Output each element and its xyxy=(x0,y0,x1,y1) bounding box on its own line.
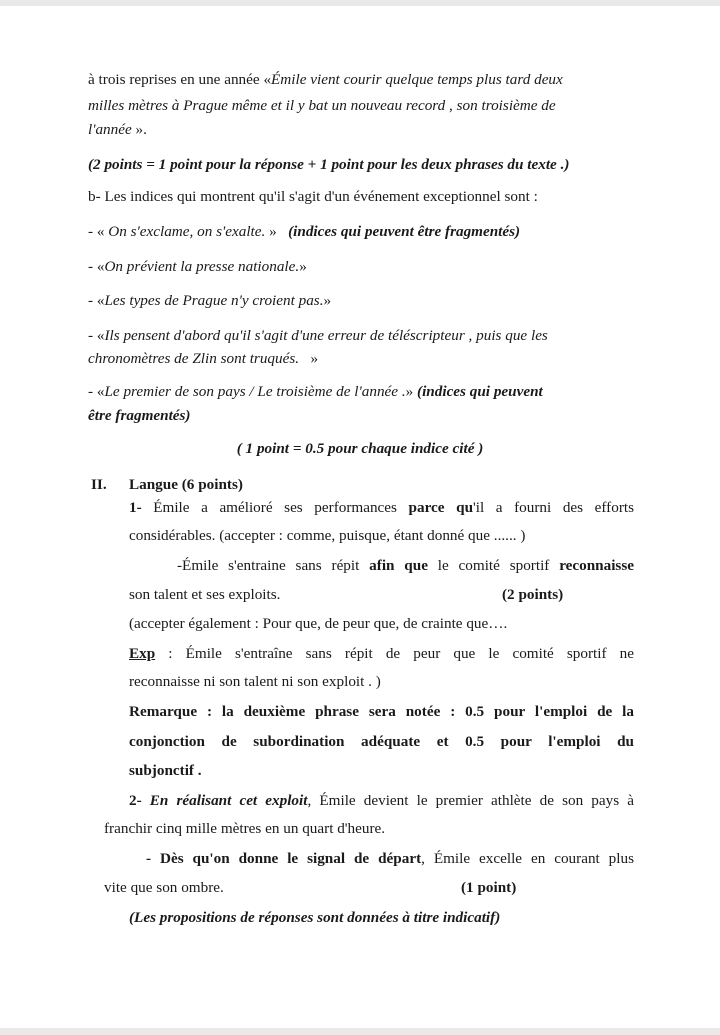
bullet: - « xyxy=(88,383,105,400)
question-2-line xyxy=(129,791,634,811)
example-line xyxy=(129,644,634,664)
question-1-sentence-2 xyxy=(177,556,634,576)
text-line xyxy=(88,120,147,140)
verb: reconnaisse xyxy=(559,557,634,574)
bullet: - « xyxy=(88,292,105,309)
text-line xyxy=(88,70,563,90)
quote-mark: » xyxy=(323,292,332,309)
quote-mark: » xyxy=(310,350,319,367)
text-segment: 'il a fourni des efforts xyxy=(473,499,635,516)
clue-item xyxy=(88,382,543,402)
clue-item xyxy=(88,291,331,311)
points-label: (2 points) xyxy=(502,586,564,603)
conjunction: parce qu xyxy=(408,499,474,516)
text-segment: Émile a amélioré ses performances xyxy=(153,499,409,516)
subordinate-clause: Dès qu'on donne le signal de départ xyxy=(159,850,422,867)
conjunction: afin que xyxy=(369,557,428,574)
clue-item xyxy=(88,222,520,242)
bullet: - « xyxy=(88,223,109,240)
clue-note: (indices qui peuvent xyxy=(417,383,543,400)
section-heading: Langue (6 points) xyxy=(129,476,243,493)
clue-note-continued: être fragmentés) xyxy=(88,407,191,424)
text-line: son talent et ses exploits. xyxy=(129,586,281,603)
remark-line: subjonctif . xyxy=(129,762,202,779)
quote-mark: ». xyxy=(135,121,147,138)
clue-text: On s'exclame, on s'exalte. xyxy=(108,223,266,240)
quoted-text: l'année xyxy=(88,121,136,138)
clue-text: Les types de Prague n'y croient pas. xyxy=(104,292,324,309)
quote-mark: » xyxy=(405,383,414,400)
text-line: (accepter également : Pour que, de peur que, de crainte que…. xyxy=(129,615,508,632)
footer-note: (Les propositions de réponses sont données à titre indicatif) xyxy=(129,909,501,926)
bullet: - xyxy=(146,850,160,867)
clue-text: chronomètres de Zlin sont truqués. xyxy=(88,350,300,367)
clue-note: (indices qui peuvent être fragmentés) xyxy=(288,223,521,240)
bullet: - « xyxy=(88,327,105,344)
quote-mark: « xyxy=(263,71,272,88)
clue-item xyxy=(88,326,548,346)
text-segment: , Émile devient le premier athlète de son pays à xyxy=(307,792,634,809)
question-2-sentence-2 xyxy=(146,849,634,869)
clue-item xyxy=(88,257,307,277)
quoted-text: Émile vient courir quelque temps plus tard deux xyxy=(271,71,563,88)
question-number: 2- xyxy=(129,792,150,809)
text-segment: -Émile s'entraine sans répit xyxy=(177,557,370,574)
question-b-intro: b- Les indices qui montrent qu'il s'agit d'un événement exceptionnel sont : xyxy=(88,188,538,205)
remark-line: conjonction de subordination adéquate et 0.5 pour l'emploi du xyxy=(129,733,634,750)
bullet: - « xyxy=(88,258,105,275)
remark-line: Remarque : la deuxième phrase sera notée : 0.5 pour l'emploi de la xyxy=(129,703,634,720)
quote-mark: » xyxy=(299,258,307,275)
text-segment: à trois reprises en une année xyxy=(88,71,264,88)
text-segment: le comité sportif xyxy=(427,557,560,574)
quote-mark: » xyxy=(265,223,277,240)
text-line: franchir cinq mille mètres en un quart d'heure. xyxy=(104,820,386,837)
text-line: reconnaisse ni son talent ni son exploit . ) xyxy=(129,673,381,690)
clue-text: Le premier de son pays / Le troisième de l'année . xyxy=(104,383,406,400)
question-number: 1- xyxy=(129,499,154,516)
text-line: considérables. (accepter : comme, puisque, étant donné que ...... ) xyxy=(129,527,526,544)
text-line: milles mètres à Prague même et il y bat un nouveau record , son troisième de xyxy=(88,97,556,114)
clue-text: Ils pensent d'abord qu'il s'agit d'une erreur de téléscripteur , puis que les xyxy=(104,327,548,344)
scoring-note: ( 1 point = 0.5 pour chaque indice cité ) xyxy=(236,440,484,457)
points-label: (1 point) xyxy=(461,879,517,896)
question-1-line xyxy=(129,498,634,518)
clue-text: On prévient la presse nationale. xyxy=(104,258,300,275)
scoring-note: (2 points = 1 point pour la réponse + 1 point pour les deux phrases du texte .) xyxy=(88,156,570,173)
text-segment: , Émile excelle en courant plus xyxy=(421,850,634,867)
section-numeral: II. xyxy=(91,476,107,493)
example-label: Exp xyxy=(129,645,156,662)
clue-item-continued xyxy=(88,349,318,369)
text-segment: : Émile s'entraîne sans répit de peur que le comité sportif ne xyxy=(155,645,634,662)
document-page xyxy=(0,6,720,1028)
text-line: vite que son ombre. xyxy=(104,879,224,896)
participle-phrase: En réalisant cet exploit xyxy=(149,792,308,809)
